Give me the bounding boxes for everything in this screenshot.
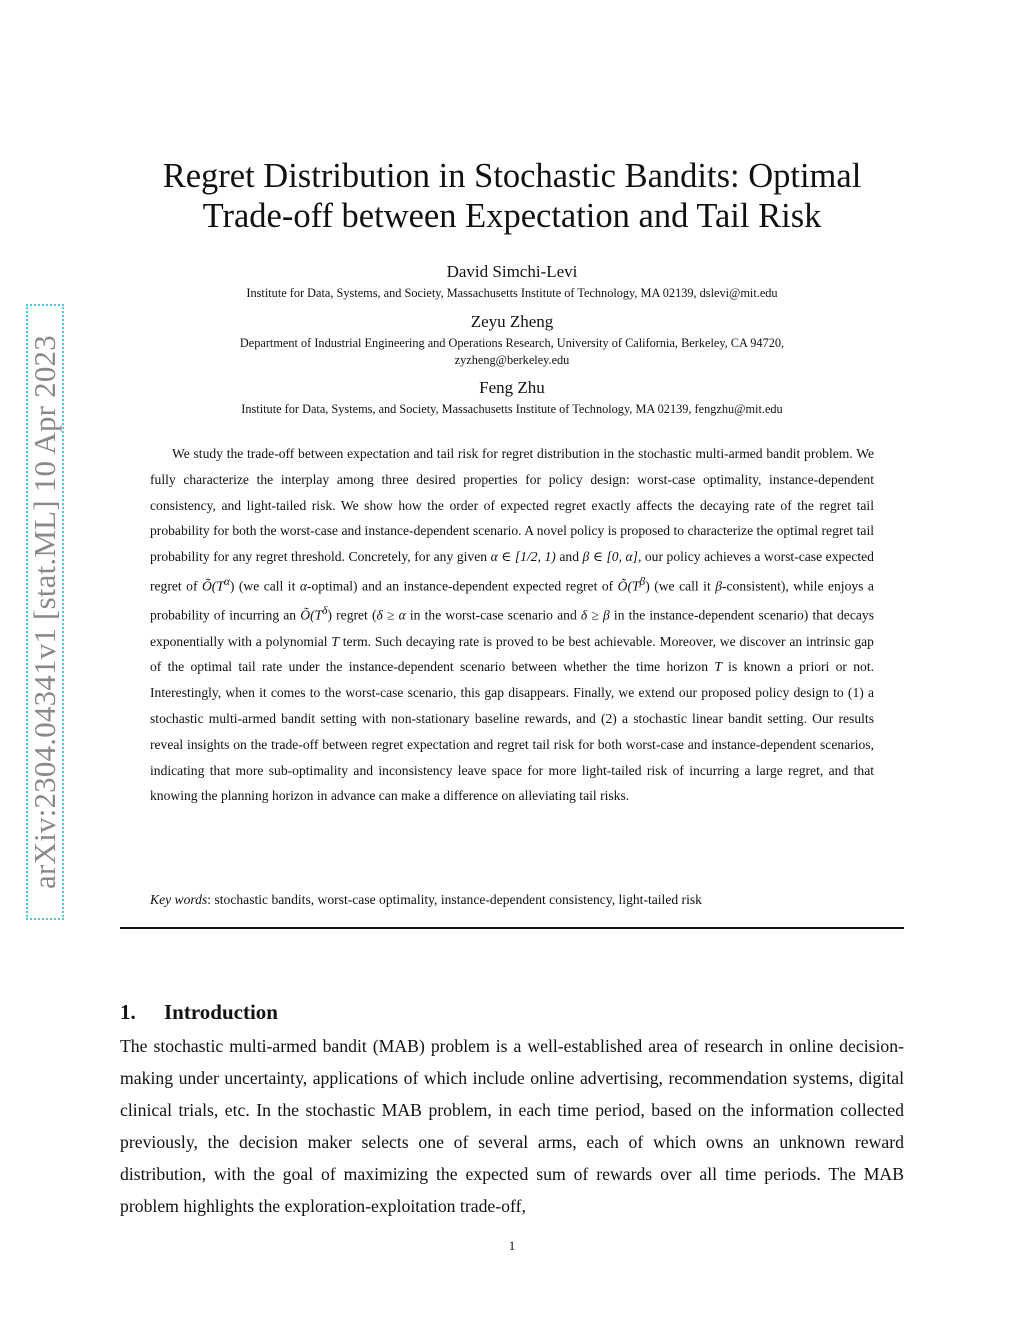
- arxiv-stamp: [26, 304, 64, 920]
- author-block-2: [120, 312, 904, 369]
- keywords: [150, 890, 874, 910]
- author-affiliation: Institute for Data, Systems, and Society, Massachusetts Institute of Technology, MA 02139, dslevi@mit.edu: [246, 286, 778, 300]
- author-block-1: [120, 262, 904, 302]
- paper-title: [100, 156, 924, 236]
- abstract: We study the trade-off between expectation and tail risk for regret distribution in the stochastic multi-armed bandit problem. We fully characterize the interplay among three desired properties for policy design: worst-case optimality, instance-dependent consistency, and light-tailed risk. We show how the order of expected regret exactly affects the decaying rate of the regret tail probability for both the worst-case and instance-dependent scenario. A novel policy is proposed to characterize the optimal regret tail probability for any regret threshold. Concretely, for any given α ∈ [1/2, 1) and β ∈ [0, α], our policy achieves a worst-case expected regret of $Õ(T^\alpha)$ (we call it α-optimal) and an instance-dependent expected regret of $Õ(T^\beta)$ (we call it β-consistent), while enjoys a probability of incurring an $Õ(T^\delta)$ regret (δ ≥ α in the worst-case scenario and δ ≥ β in the instance-dependent scenario) that decays exponentially with a polynomial T term. Such decaying rate is proved to be best achievable. Moreover, we discover an intrinsic gap of the optimal tail rate under the instance-dependent scenario between whether the time horizon T is known a priori or not. Interestingly, when it comes to the worst-case scenario, this gap disappears. Finally, we extend our proposed policy design to (1) a stochastic multi-armed bandit setting with non-stationary baseline rewards, and (2) a stochastic linear bandit setting. Our results reveal insights on the trade-off between regret expectation and regret tail risk for both worst-case and instance-dependent scenarios, indicating that more sub-optimality and inconsistency leave space for more light-tailed risk of incurring a large regret, and that knowing the planning horizon in advance can make a difference on alleviating tail risks.: [150, 446, 874, 804]
- title-line-2: Trade-off between Expectation and Tail Risk: [202, 197, 822, 235]
- keywords-colon: :: [207, 892, 212, 907]
- affiliation-line-1: Department of Industrial Engineering and Operations Research, University of California, Berkeley, CA 94720,: [239, 336, 785, 350]
- author-affiliation: Institute for Data, Systems, and Society, Massachusetts Institute of Technology, MA 02139, fengzhu@mit.edu: [241, 402, 783, 416]
- author-affiliation: [120, 335, 904, 369]
- author-block-3: [120, 378, 904, 418]
- title-line-1: Regret Distribution in Stochastic Bandits: Optimal: [162, 157, 862, 195]
- keywords-label: Key words: [150, 892, 208, 907]
- introduction-paragraph: The stochastic multi-armed bandit (MAB) problem is a well-established area of research in online decision-making under uncertainty, applications of which include online advertising, recommendation systems, digital clinical trials, etc. In the stochastic MAB problem, in each time period, based on the information collected previously, the decision maker selects one of several arms, each of which owns an unknown reward distribution, with the goal of maximizing the expected sum of rewards over all time periods. The MAB problem highlights the exploration-exploitation trade-off,: [120, 1036, 904, 1216]
- section-number: 1.: [120, 1000, 136, 1024]
- author-name: David Simchi-Levi: [446, 262, 578, 281]
- arxiv-identifier: arXiv:2304.04341v1 [stat.ML] 10 Apr 2023: [27, 335, 62, 889]
- section-heading: [120, 998, 278, 1026]
- author-name: Feng Zhu: [479, 378, 545, 397]
- section-divider: [120, 927, 904, 929]
- keywords-text: stochastic bandits, worst-case optimality, instance-dependent consistency, light-tailed risk: [214, 892, 702, 907]
- affiliation-line-2: zyzheng@berkeley.edu: [454, 353, 570, 367]
- author-name: Zeyu Zheng: [470, 312, 554, 331]
- page-number: 1: [508, 1238, 516, 1253]
- section-title: Introduction: [164, 1000, 278, 1024]
